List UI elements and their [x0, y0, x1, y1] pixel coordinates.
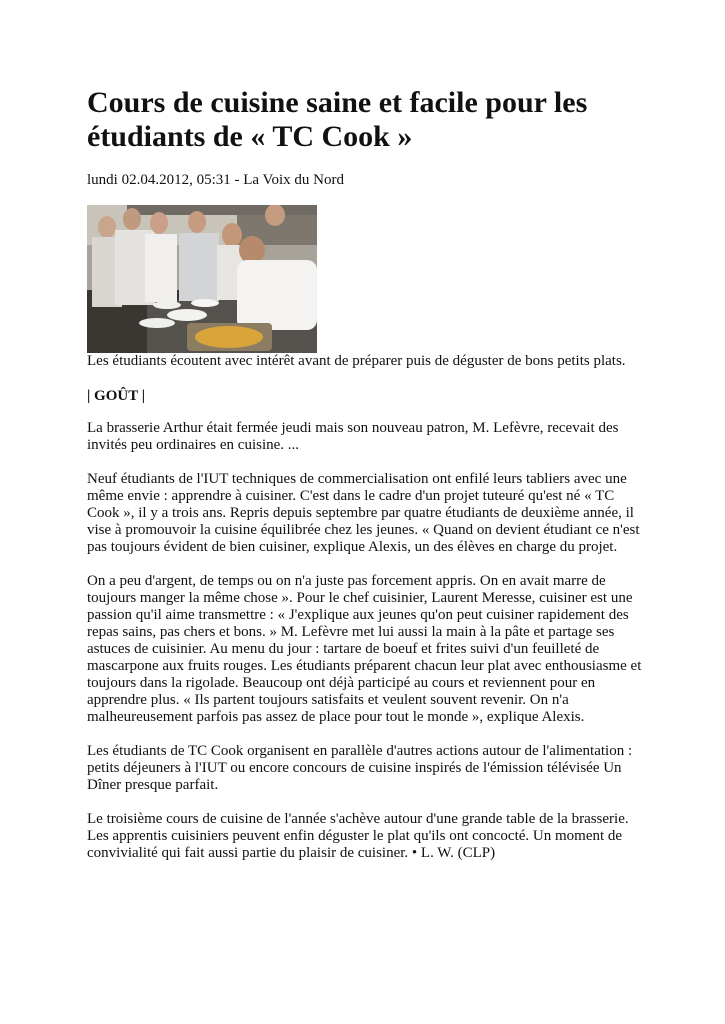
article-body — [87, 420, 647, 879]
article-paragraph: On a peu d'argent, de temps ou on n'a juste pas forcement appris. On en avait marre de toujours manger la même chose ». Pour le chef cuisinier, Laurent Meresse, cuisiner est une passion qu'il aime transmettre : « J'explique aux jeunes qu'on peut cuisiner rapidement des repas sains, pas chers et bons. » M. Lefèvre met lui aussi la main à la pâte et partage ses astuces de cuisinier. Au menu du jour : tartare de boeuf et frites suivi d'un feuilleté de mascarpone aux fruits rouges. Les étudiants préparent chacun leur plat avec enthousiasme et toujours dans la rigolade. Beaucoup ont déjà participé au cours et reviennent pour en apprendre plus. « Ils partent toujours satisfaits et veulent souvent revenir. On n'a malheureusement parfois pas assez de place pour tout le monde », explique Alexis. — [87, 573, 642, 725]
article-title: Cours de cuisine saine et facile pour les étudiants de « TC Cook » — [87, 86, 588, 153]
article-photo — [87, 205, 317, 353]
article-paragraph: La brasserie Arthur était fermée jeudi mais son nouveau patron, M. Lefèvre, recevait des invités peu ordinaires en cuisine. ... — [87, 420, 619, 453]
article-dateline: lundi 02.04.2012, 05:31 - La Voix du Nord — [87, 172, 344, 188]
cooking-class-photo — [87, 205, 317, 353]
photo-caption: Les étudiants écoutent avec intérêt avant de préparer puis de déguster de bons petits plats. — [87, 353, 626, 369]
article-paragraph: Les étudiants de TC Cook organisent en parallèle d'autres actions autour de l'alimentation : petits déjeuners à l'IUT ou encore concours de cuisine inspirés de l'émission télévisée Un Dîner presque parfait. — [87, 743, 633, 793]
rubric-label: | GOÛT | — [87, 388, 146, 404]
article-paragraph: Neuf étudiants de l'IUT techniques de commercialisation ont enfilé leurs tabliers avec une même envie : apprendre à cuisiner. C'est dans le cadre d'un projet tuteuré qu'est né « TC Cook », il y a trois ans. Repris depuis septembre par quatre étudiants de deuxième année, il vise à promouvoir la cuisine équilibrée chez les jeunes. « Quand on devient étudiant ce n'est pas toujours évident de bien cuisiner, explique Alexis, un des élèves en charge du projet. — [87, 471, 640, 555]
article-paragraph: Le troisième cours de cuisine de l'année s'achève autour d'une grande table de la brasserie. Les apprentis cuisiniers peuvent enfin déguster le plat qu'ils ont concocté. Un moment de convivialité qui fait aussi partie du plaisir de cuisiner. • L. W. (CLP) — [87, 811, 629, 861]
